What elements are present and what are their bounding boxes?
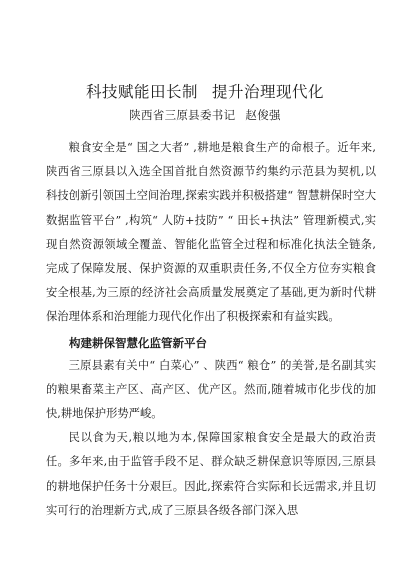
author-name: 赵俊强	[245, 108, 281, 122]
section-paragraph-2: 民以食为天,粮以地为本,保障国家粮食安全是最大的政治责任。多年来,由于监管手段不足、群众缺乏耕保意识等原因,三原县的耕地保护任务十分艰巨。因此,探索符合实际和长远需求,并且切实可行的治理新方式,成了三原县各级各部门深入思	[46, 431, 376, 517]
intro-paragraph: 粮食安全是“ 国之大者” ,耕地是粮食生产的命根子。近年来,陕西省三原县以入选全国首批自然资源节约集约示范县为契机,以科技创新引领国土空间治理,探索实践并积极搭建“ 智慧耕保时空大数据监管平台” ,构筑“ 人防+技防” “ 田长+执法” 管理新模式,实现自然资源领域全覆盖、智能化监管全过程和标准化执法全链条,完成了保障发展、保护资源的双重职责任务,不仅全方位夯实粮食安全根基,为三原的经济社会高质量发展奠定了基础,更为新时代耕保治理体系和治理能力现代化作出了积极探索和有益实践。	[46, 141, 376, 324]
article-title	[0, 80, 410, 102]
author-byline	[0, 107, 410, 123]
article-body	[46, 136, 376, 523]
author-role: 陕西省三原县委书记	[129, 108, 236, 122]
section-paragraph-1: 三原县素有关中“ 白菜心” 、陕西“ 粮仓” 的美誉,是名副其实的粮果畜菜主产区、高产区、优产区。然而,随着城市化步伐的加快,耕地保护形势严峻。	[46, 358, 376, 421]
section-heading: 构建耕保智慧化监管新平台	[69, 335, 207, 350]
title-part-2: 提升治理现代化	[212, 83, 325, 101]
title-part-1: 科技赋能田长制	[85, 83, 198, 101]
